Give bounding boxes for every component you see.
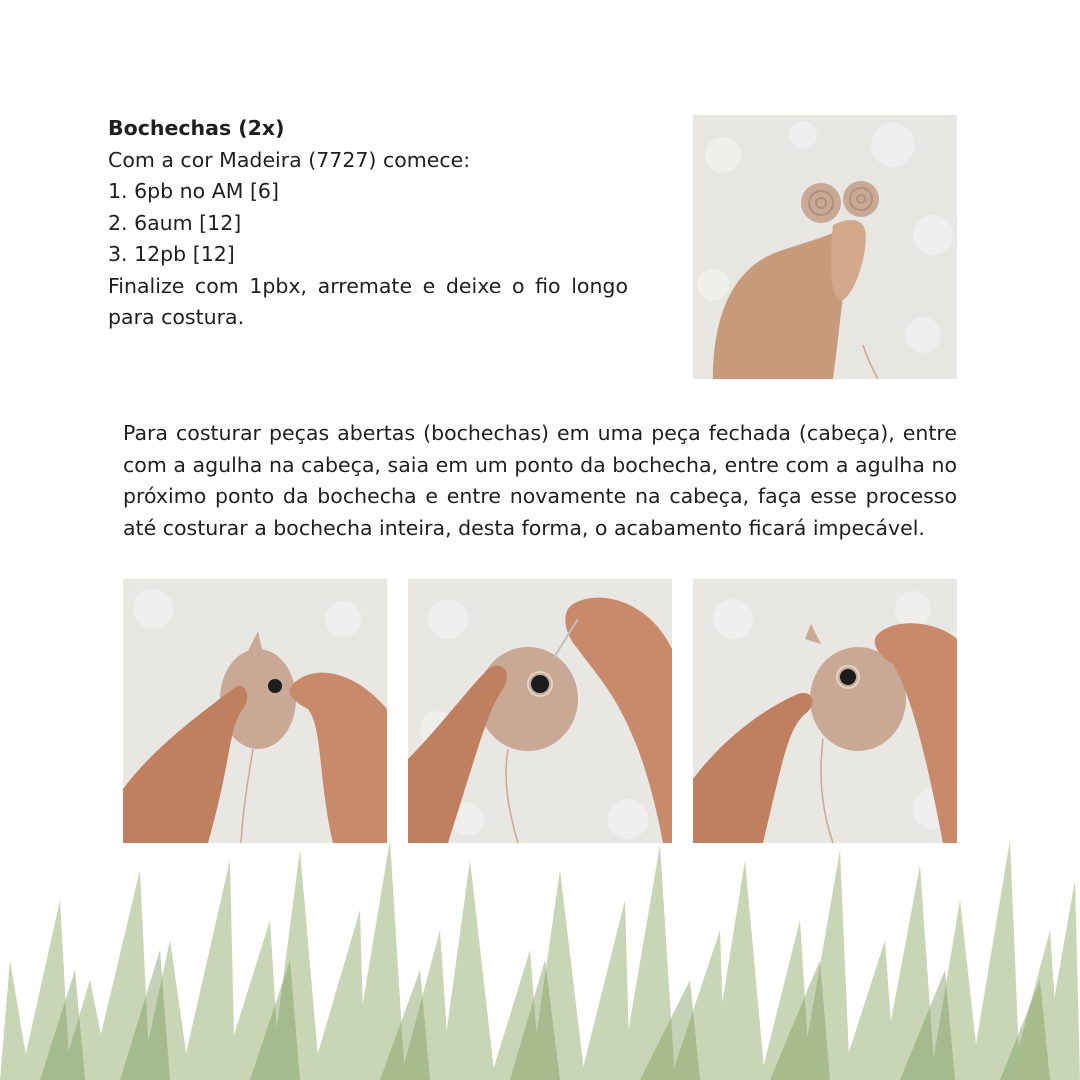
pattern-step-3: 3. 12pb [12] xyxy=(108,242,235,266)
cheeks-photo xyxy=(693,115,957,379)
pattern-step-2: 2. 6aum [12] xyxy=(108,210,242,235)
sewing-step-2-photo xyxy=(408,579,672,843)
pattern-title: Bochechas (2x) xyxy=(108,116,285,140)
sewing-step-3-photo xyxy=(693,579,957,843)
cheek-pattern xyxy=(108,113,628,334)
sewing-instructions: Para costurar peças abertas (bochechas) em uma peça fechada (cabeça), entre com a agulha na cabeça, saia em um ponto da bochecha, entre com a agulha no próximo ponto da bochecha e entre novamente na cabeça, faça esse processo até costurar a bochecha inteira, desta forma, o acabamento ficará impecável. xyxy=(123,421,957,540)
sewing-step-1-photo xyxy=(123,579,387,843)
pattern-finish: Finalize com 1pbx, arremate e deixe o fio longo para costura. xyxy=(108,273,628,329)
grass-decoration xyxy=(0,840,1080,1080)
pattern-step-1: 1. 6pb no AM [6] xyxy=(108,179,279,203)
sewing-step-2-illustration xyxy=(408,579,672,843)
sewing-step-3-illustration xyxy=(693,579,957,843)
pattern-intro: Com a cor Madeira (7727) comece: xyxy=(108,147,471,172)
sewing-step-1-illustration xyxy=(123,579,387,843)
cheeks-photo-illustration xyxy=(693,115,957,379)
grass-illustration xyxy=(0,840,1080,1080)
